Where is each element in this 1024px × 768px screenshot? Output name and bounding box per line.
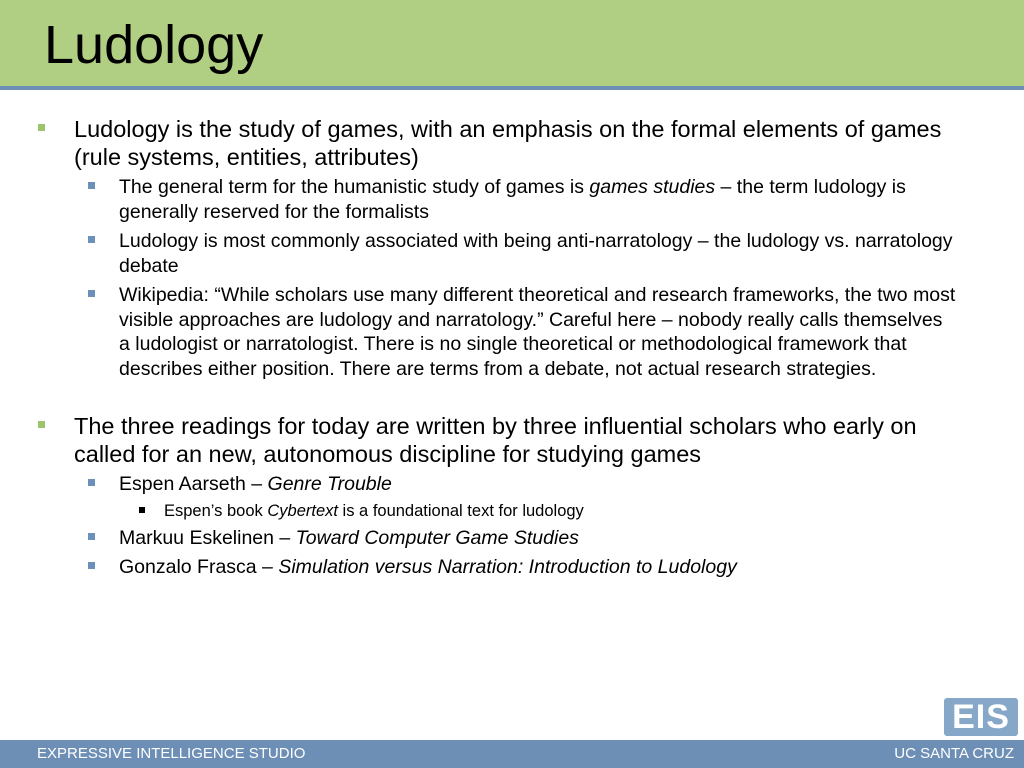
bullet-text: Espen’s book [164,501,268,520]
footer-studio-name: EXPRESSIVE INTELLIGENCE STUDIO [37,745,306,762]
square-bullet-icon [38,421,45,428]
footer-university: UC SANTA CRUZ [894,745,1014,762]
square-bullet-icon [88,182,95,189]
bullet-text: is a foundational text for ludology [337,501,584,520]
bullet-emphasis: Simulation versus Narration: Introduction to Ludology [278,556,737,578]
sub-bullet-item [36,555,956,580]
title-divider [0,86,1024,90]
spacer [36,381,956,413]
bullet-text: The three readings for today are written by three influential scholars who early on called for an new, autonomous discipline for studying games [74,413,917,467]
bullet-text: Ludology is the study of games, with an emphasis on the formal elements of games (rule systems, entities, attributes) [74,116,942,170]
square-bullet-icon [88,479,95,486]
sub-bullet-item [36,526,956,551]
bullet-text: Gonzalo Frasca – [119,556,279,578]
bullet-text: The general term for the humanistic study of games is [119,176,590,198]
bullet-emphasis: Toward Computer Game Studies [295,526,579,549]
bullet-emphasis: Cybertext [267,501,338,520]
bullet-item [36,413,956,468]
square-bullet-icon [88,290,95,297]
slide-body [36,116,956,580]
eis-logo [944,698,1018,736]
bullet-text: Wikipedia: “While scholars use many different theoretical and research frameworks, the two most visible approaches are ludology and narratology.” Careful here – nobody really calls themselves a ludologist or narratologist. There is no single theoretical or methodological framework that describes either position. There are terms from a debate, not actual research strategies. [119,284,956,380]
bullet-item [36,116,956,171]
square-bullet-icon [88,562,95,569]
bullet-emphasis: games studies [589,176,716,198]
sub-bullet-item [36,472,956,497]
logo-text: EIS [952,698,1010,736]
square-bullet-icon [38,124,45,131]
sub-sub-bullet-item [36,501,956,521]
square-bullet-icon [88,533,95,540]
sub-bullet-item [36,175,956,224]
slide-title: Ludology [44,15,264,75]
sub-bullet-item [36,283,956,381]
bullet-text: Espen Aarseth – [119,473,268,495]
sub-bullet-item [36,229,956,278]
square-bullet-icon [139,507,145,513]
bullet-text: Ludology is most commonly associated with being anti-narratology – the ludology vs. narratology debate [119,230,953,277]
bullet-text: Markuu Eskelinen – [119,526,296,549]
square-bullet-icon [88,236,95,243]
bullet-emphasis: Genre Trouble [267,473,392,495]
bullet-text: – the term ludology is generally reserved for the formalists [119,176,906,223]
